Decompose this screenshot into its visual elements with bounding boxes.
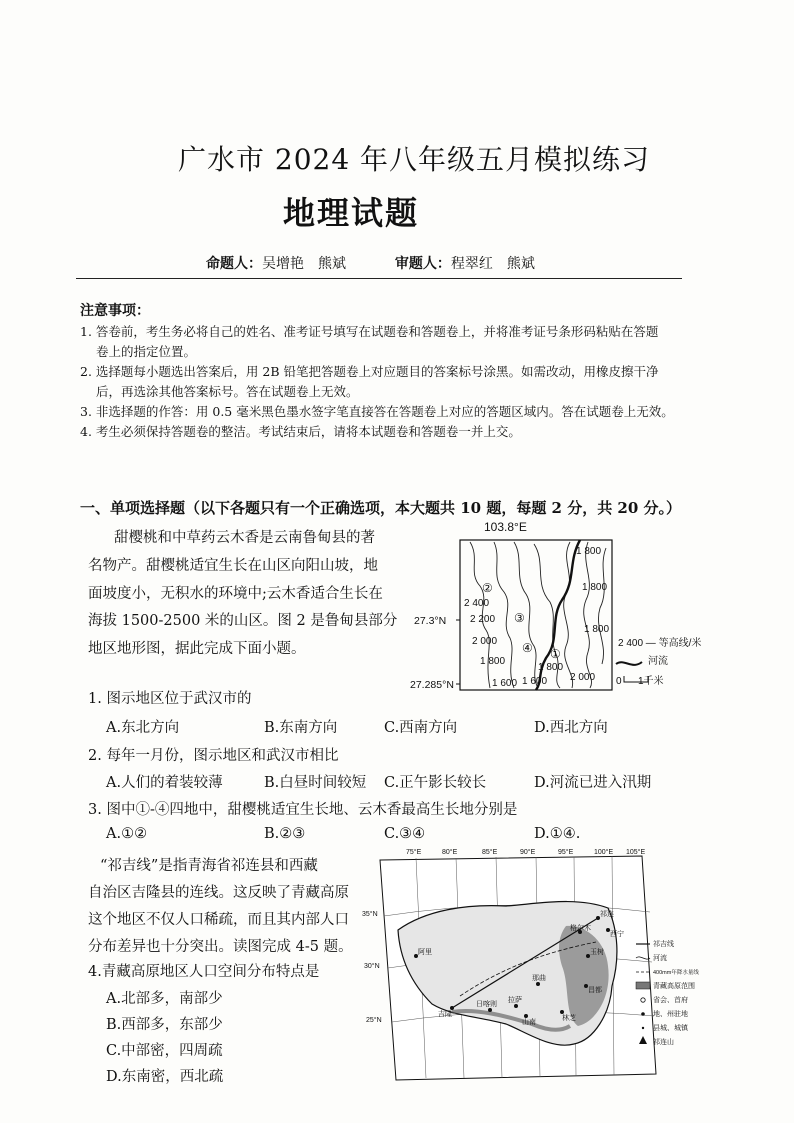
option-2b[interactable]: B.白昼时间较短 [264,775,367,791]
point-label: ① [550,647,561,661]
scale-label: 1千米 [638,676,664,687]
passage-2 [100,853,375,881]
place-label: 玉树 [590,949,604,956]
lat-label-bottom: 27.285°N [410,679,454,691]
place-label: 那曲 [532,975,546,982]
option-2c[interactable]: C.正午影长较长 [384,775,487,791]
passage-line: 这个地区不仅人口稀疏，而且其内部人口 [88,912,349,928]
option-3a[interactable]: A.①② [106,826,148,842]
contour-label: 2 000 [472,636,498,647]
lon-label: 95°E [558,849,574,856]
option-3b[interactable]: B.②③ [264,826,306,842]
place-label: 昌都 [588,987,602,994]
legend-river-icon [616,662,642,665]
header-divider [76,278,682,279]
place-label: 日喀则 [476,1001,497,1008]
note-line: 2. 选择题每小题选出答案后，用 2B 铅笔把答题卷上对应题目的答案标号涂黑。如需改动，用橡皮擦干净 [80,364,659,379]
passage-1 [114,525,414,553]
question-1: 1. 图示地区位于武汉市的 [88,691,252,707]
map-lon-label: 103.8°E [484,520,527,534]
contour-label: 2 000 [570,672,596,683]
place-label: 山南 [522,1019,536,1026]
passage-line: 面坡度小，无积水的环境中;云木香适合生长在 [88,585,383,602]
option-1a[interactable]: A.东北方向 [106,720,180,736]
point-label: ③ [514,611,525,625]
authors-names: 吴增艳 熊斌 [262,256,346,272]
lat-label: 35°N [362,911,378,918]
passage-line: “祁吉线”是指青海省祁连县和西藏 [100,858,318,874]
legend-item: 县城、城镇 [653,1025,688,1032]
passage-1-cont [88,553,408,663]
plateau-map [356,846,714,1086]
note-line: 3. 非选择题的作答：用 0.5 毫米黑色墨水签字笔直接答在答题卷上对应的答题区域内。答在试题卷上无效。 [80,404,674,419]
legend-item: 祁吉线 [653,941,674,948]
authors-label: 命题人： [206,256,262,272]
contour-label: 1 800 [538,662,564,673]
option-4c[interactable]: C.中部密，四周疏 [106,1043,223,1059]
option-2a[interactable]: A.人们的着装较薄 [106,775,223,791]
contour-label: 1 600 [522,676,548,687]
option-2d[interactable]: D.河流已进入汛期 [534,775,652,791]
point-label: ④ [522,641,533,655]
place-label: 吉隆 [438,1011,452,1018]
legend-river: 河流 [648,656,668,667]
legend-item: 省会、首府 [653,997,688,1004]
lon-label: 100°E [594,849,614,856]
lat-label-top: 27.3°N [414,615,447,627]
lon-label: 80°E [442,849,458,856]
passage-line: 分布差异也十分突出。读图完成 4-5 题。 [88,939,353,955]
section-heading: 一、单项选择题（以下各题只有一个正确选项，本大题共 10 题，每题 2 分，共 20 分。） [80,499,682,517]
reviewers-label: 审题人： [394,256,451,272]
exam-subject: 地理试题 [283,194,420,232]
option-4d[interactable]: D.东南密，西北疏 [106,1069,224,1085]
question-3: 3. 图中①-④四地中，甜樱桃适宜生长地、云木香最高生长地分别是 [88,802,518,818]
question-2: 2. 每年一月份，图示地区和武汉市相比 [88,748,339,764]
contour-label: 1 800 [584,624,610,635]
passage-line: 地区地形图，据此完成下面小题。 [88,640,306,657]
passage-line: 海拔 1500-2500 米的山区。图 2 是鲁甸县部分 [88,613,398,629]
question-4: 4.青藏高原地区人口空间分布特点是 [88,964,320,980]
scale-zero: 0 [616,676,622,687]
passage-line: 甜樱桃和中草药云木香是云南鲁甸县的著 [114,530,375,546]
lon-label: 90°E [520,849,536,856]
note-line: 后，再选涂其他答案标号。答在试题卷上无效。 [96,384,359,399]
place-label: 拉萨 [508,997,522,1004]
passage-line: 名物产。甜樱桃适宜生长在山区向阳山坡，地 [88,558,378,574]
contour-label: 1 800 [480,656,506,667]
exam-title: 广水市 2024 年八年级五月模拟练习 [178,143,651,176]
topographic-map [410,518,710,698]
legend-item: 青藏高原范围 [653,983,695,990]
option-3d[interactable]: D.①④. [534,826,581,842]
option-1d[interactable]: D.西北方向 [534,720,608,736]
contour-label: 1 800 [576,546,602,557]
lon-label: 75°E [406,849,422,856]
reviewers-names: 程翠红 熊斌 [450,256,535,272]
contour-label: 2 400 [464,598,490,609]
legend-contour: 2 400 — 等高线/米 [618,638,702,649]
option-3c[interactable]: C.③④ [384,826,426,842]
legend-item: 祁连山 [653,1039,674,1046]
option-4b[interactable]: B.西部多，东部少 [106,1017,223,1033]
contour-label: 1 600 [492,678,518,689]
option-1b[interactable]: B.东南方向 [264,720,338,736]
contour-label: 1 800 [582,582,608,593]
option-1c[interactable]: C.西南方向 [384,720,458,736]
note-line: 卷上的指定位置。 [96,344,197,359]
legend-item: 地、州驻地 [653,1011,688,1018]
place-label: 林芝 [562,1015,576,1022]
contour-label: 2 200 [470,614,496,625]
place-label: 格尔木 [570,925,591,932]
passage-line: 自治区吉隆县的连线。这反映了青藏高原 [88,885,349,901]
place-label: 阿里 [418,949,432,956]
point-label: ② [482,581,493,595]
place-label: 西宁 [610,931,624,938]
legend-item: 400mm年降水量线 [653,970,699,976]
option-4a[interactable]: A.北部多，南部少 [106,991,223,1007]
lon-label: 85°E [482,849,498,856]
note-line: 4. 考生必须保持答题卷的整洁。考试结束后，请将本试题卷和答题卷一并上交。 [80,424,521,439]
place-label: 祁连 [600,911,614,918]
legend-item: 河流 [653,955,667,962]
author-line [206,253,535,273]
note-line: 1. 答卷前，考生务必将自己的姓名、准考证号填写在试题卷和答题卷上，并将准考证号条形码粘贴在答题 [80,324,659,339]
passage-2-cont [88,880,378,961]
lat-label: 30°N [364,963,380,970]
lat-label: 25°N [366,1017,382,1024]
notes-title: 注意事项： [80,303,150,319]
lon-label: 105°E [626,849,646,856]
